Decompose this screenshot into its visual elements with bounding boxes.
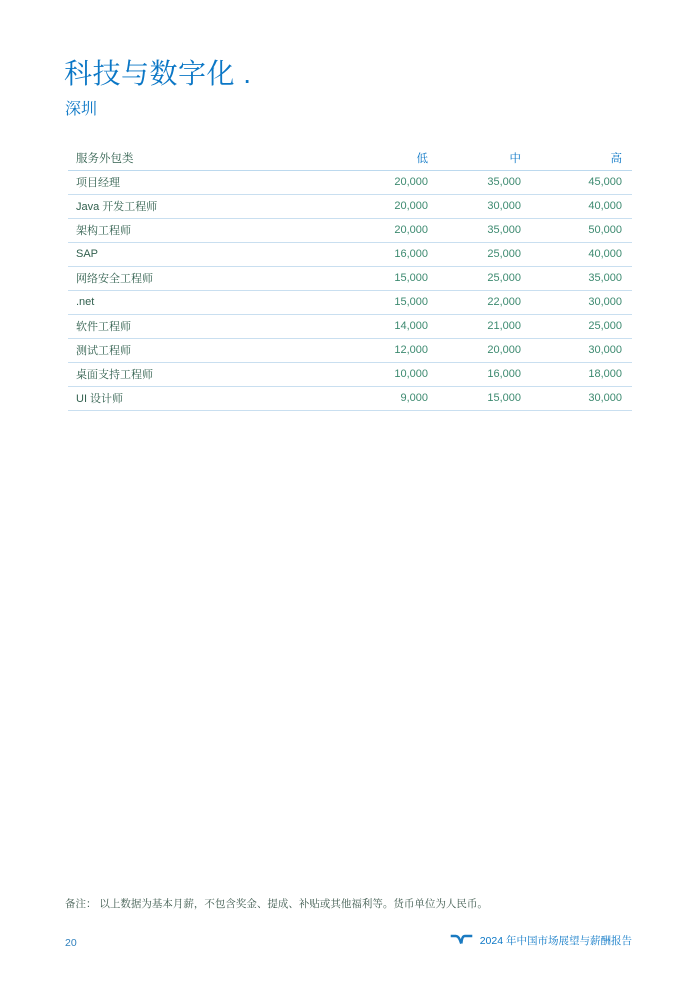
table-row: [68, 218, 632, 242]
salary-low-cell: 15,000: [335, 266, 428, 290]
brand-logo-icon: [450, 934, 473, 947]
job-category-cell: 测试工程师: [68, 338, 335, 362]
header-category: 服务外包类: [68, 146, 335, 170]
table-row: [68, 242, 632, 266]
job-category-cell: UI 设计师: [68, 386, 335, 410]
salary-high-cell: 30,000: [521, 290, 632, 314]
salary-high-cell: 40,000: [521, 194, 632, 218]
job-category-cell: SAP: [68, 242, 335, 266]
salary-low-cell: 15,000: [335, 290, 428, 314]
salary-mid-cell: 25,000: [428, 266, 521, 290]
job-category-cell: 架构工程师: [68, 218, 335, 242]
salary-low-cell: 20,000: [335, 218, 428, 242]
table-row: [68, 362, 632, 386]
salary-table: [68, 146, 632, 411]
salary-low-cell: 16,000: [335, 242, 428, 266]
salary-high-cell: 30,000: [521, 386, 632, 410]
page-subtitle: 深圳: [65, 101, 98, 118]
footer-brand: [450, 933, 632, 948]
salary-low-cell: 10,000: [335, 362, 428, 386]
table-body: [68, 170, 632, 410]
salary-low-cell: 9,000: [335, 386, 428, 410]
salary-high-cell: 35,000: [521, 266, 632, 290]
salary-mid-cell: 35,000: [428, 170, 521, 194]
salary-mid-cell: 15,000: [428, 386, 521, 410]
job-category-cell: 项目经理: [68, 170, 335, 194]
table-header-row: [68, 146, 632, 170]
salary-high-cell: 18,000: [521, 362, 632, 386]
table-row: [68, 386, 632, 410]
salary-mid-cell: 22,000: [428, 290, 521, 314]
salary-mid-cell: 30,000: [428, 194, 521, 218]
header-mid: 中: [428, 146, 521, 170]
salary-low-cell: 20,000: [335, 194, 428, 218]
job-category-cell: 网络安全工程师: [68, 266, 335, 290]
report-title: 2024 年中国市场展望与薪酬报告: [479, 935, 632, 947]
salary-low-cell: 12,000: [335, 338, 428, 362]
table-row: [68, 194, 632, 218]
table-row: [68, 170, 632, 194]
table-row: [68, 338, 632, 362]
job-category-cell: 软件工程师: [68, 314, 335, 338]
header-high: 高: [521, 146, 632, 170]
header-low: 低: [335, 146, 428, 170]
salary-low-cell: 20,000: [335, 170, 428, 194]
salary-low-cell: 14,000: [335, 314, 428, 338]
job-category-cell: Java 开发工程师: [68, 194, 335, 218]
salary-mid-cell: 25,000: [428, 242, 521, 266]
job-category-cell: 桌面支持工程师: [68, 362, 335, 386]
salary-high-cell: 30,000: [521, 338, 632, 362]
salary-mid-cell: 21,000: [428, 314, 521, 338]
table-row: [68, 314, 632, 338]
salary-high-cell: 40,000: [521, 242, 632, 266]
page-title: 科技与数字化 .: [64, 58, 252, 89]
salary-mid-cell: 35,000: [428, 218, 521, 242]
table-row: [68, 266, 632, 290]
page-number: 20: [65, 937, 77, 949]
table-row: [68, 290, 632, 314]
job-category-cell: .net: [68, 290, 335, 314]
salary-high-cell: 45,000: [521, 170, 632, 194]
salary-mid-cell: 20,000: [428, 338, 521, 362]
salary-high-cell: 25,000: [521, 314, 632, 338]
salary-mid-cell: 16,000: [428, 362, 521, 386]
footnote: 备注： 以上数据为基本月薪，不包含奖金、提成、补贴或其他福利等。货币单位为人民币。: [65, 898, 488, 910]
salary-high-cell: 50,000: [521, 218, 632, 242]
